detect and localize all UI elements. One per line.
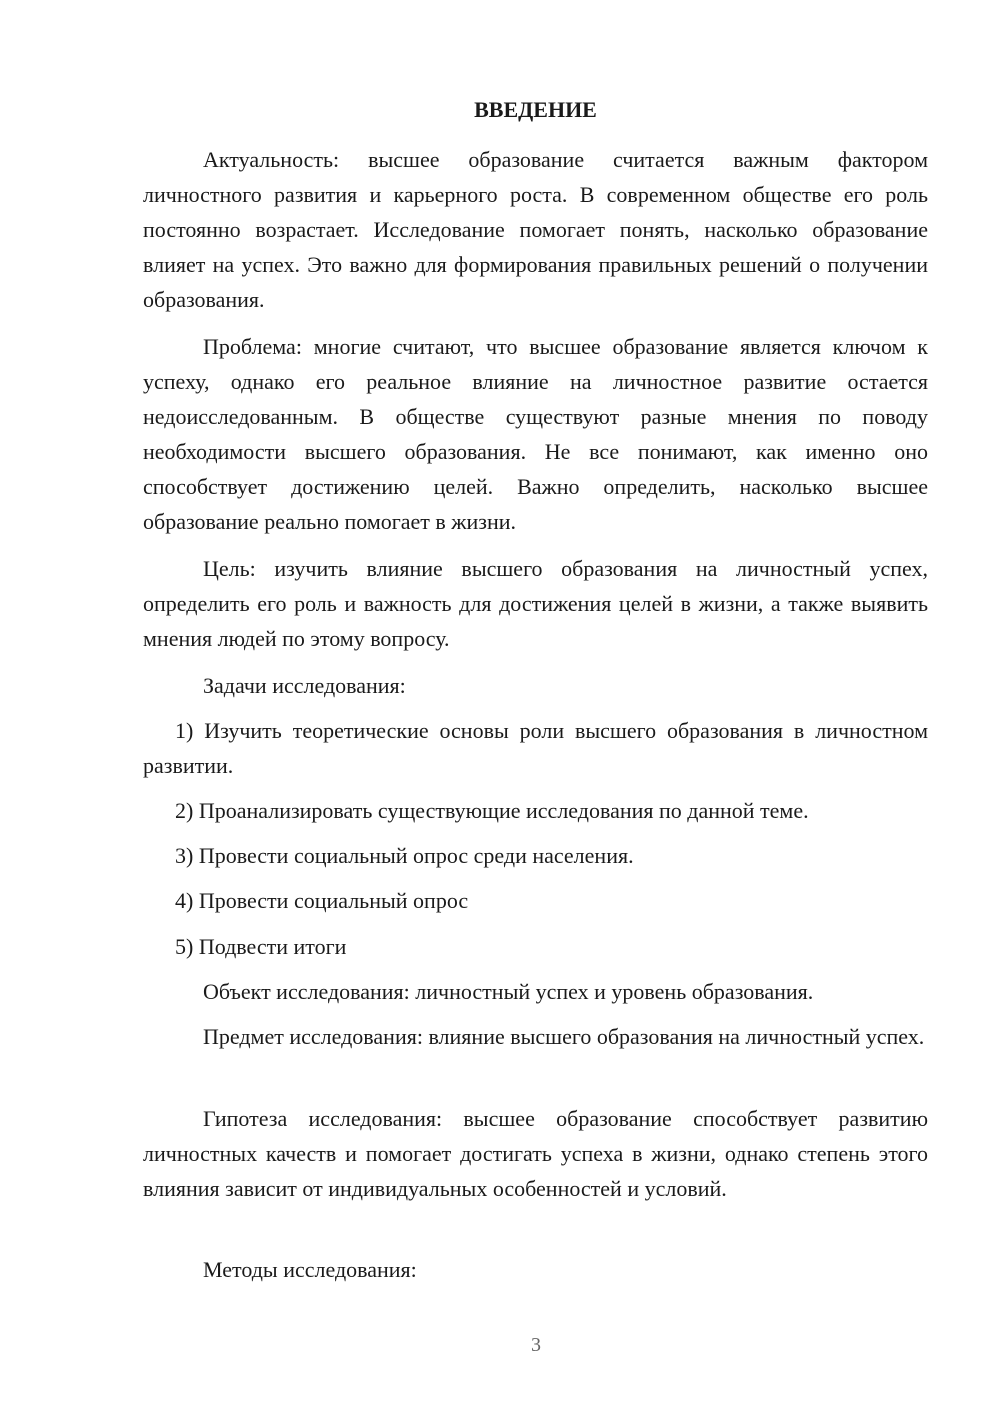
list-item-task-5: 5) Подвести итоги xyxy=(175,934,347,959)
paragraph-hypothesis: Гипотеза исследования: высшее образование способствует развитию личностных качеств и помогает достигать успеха в жизни, однако степень этого влияния зависит от индивидуальных особенностей и условий. xyxy=(143,1106,928,1201)
paragraph-methods: Методы исследования: xyxy=(203,1257,417,1282)
list-item-task-3: 3) Провести социальный опрос среди населения. xyxy=(175,843,634,868)
paragraph-problem: Проблема: многие считают, что высшее образование является ключом к успеху, однако его реальное влияние на личностное развитие остается недоисследованным. В обществе существуют разные мнения по поводу необходимости высшего образования. Не все понимают, как именно оно способствует достижению целей. Важно определить, насколько высшее образование реально помогает в жизни. xyxy=(143,334,928,534)
section-title: ВВЕДЕНИЕ xyxy=(474,97,597,122)
list-item-task-4: 4) Провести социальный опрос xyxy=(175,888,469,913)
paragraph-relevance: Актуальность: высшее образование считается важным фактором личностного развития и карьерного роста. В современном обществе его роль постоянно возрастает. Исследование помогает понять, насколько образование влияет на успех. Это важно для формирования правильных решений о получении образования. xyxy=(143,147,928,312)
page-number: 3 xyxy=(531,1334,541,1356)
paragraph-goal: Цель: изучить влияние высшего образования на личностный успех, определить его роль и важность для достижения целей в жизни, а также выявить мнения людей по этому вопросу. xyxy=(143,556,928,651)
paragraph-tasks-heading: Задачи исследования: xyxy=(203,673,406,698)
paragraph-object: Объект исследования: личностный успех и уровень образования. xyxy=(203,979,814,1004)
list-item-task-2: 2) Проанализировать существующие исследования по данной теме. xyxy=(175,798,809,823)
paragraph-subject: Предмет исследования: влияние высшего образования на личностный успех. xyxy=(203,1024,925,1049)
list-item-task-1: 1) Изучить теоретические основы роли высшего образования в личностном развитии. xyxy=(143,718,928,778)
